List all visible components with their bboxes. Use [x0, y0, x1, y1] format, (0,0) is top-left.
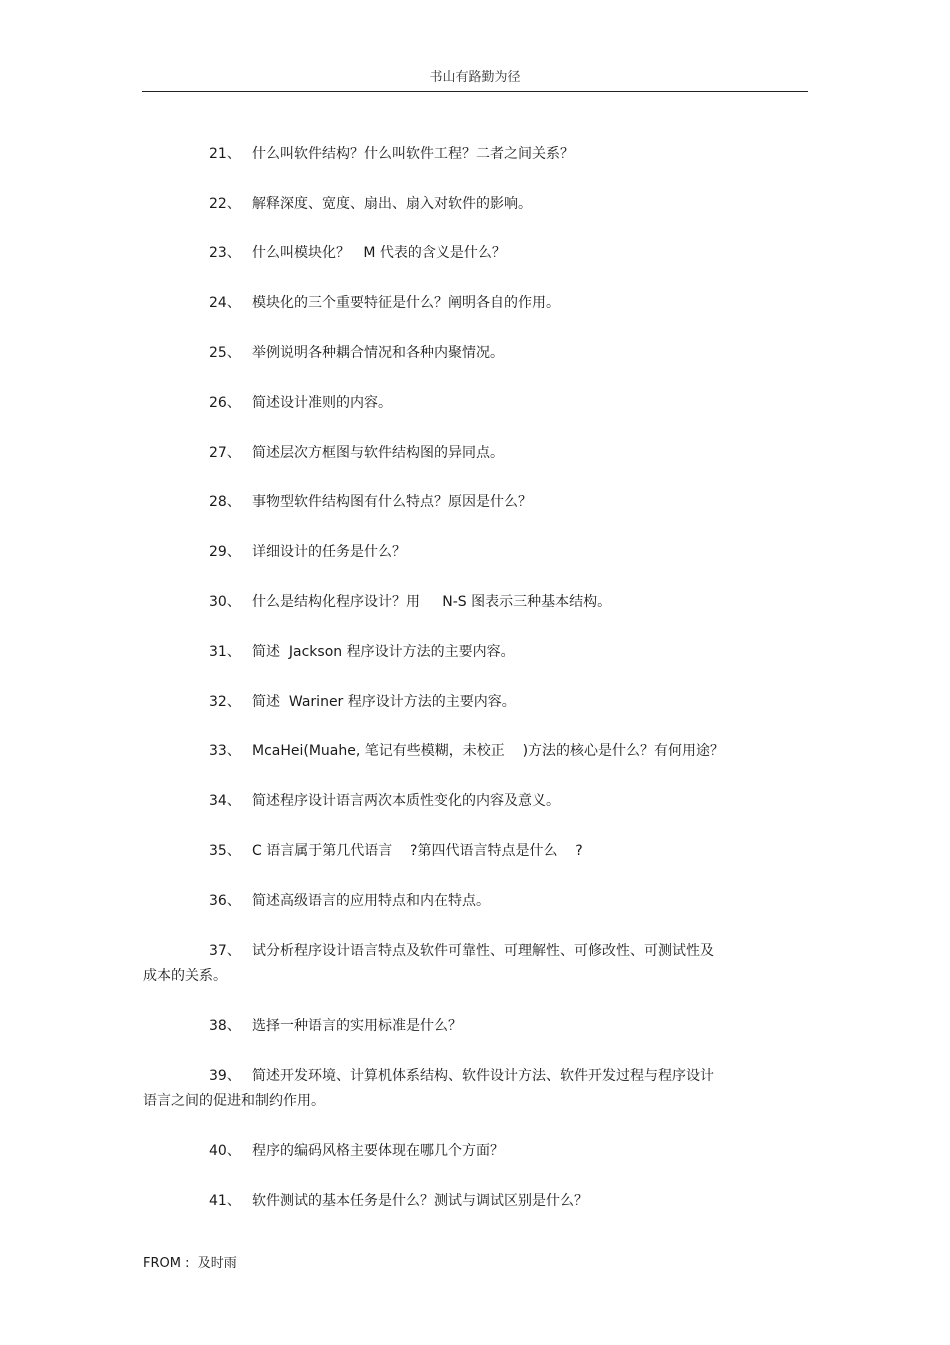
page-header-title: 书山有路勤为径 — [429, 70, 521, 85]
question-text: 模块化的三个重要特征是什么？阐明各自的作用。 — [252, 295, 560, 311]
question-number: 29、 — [209, 544, 241, 560]
question-text: 什么叫模块化？ M 代表的含义是什么？ — [252, 245, 506, 261]
question-number: 40、 — [209, 1143, 241, 1159]
question-number: 22、 — [209, 196, 241, 212]
question-text: 试分析程序设计语言特点及软件可靠性、可理解性、可修改性、可测试性及 — [252, 943, 714, 959]
question-text-continuation: 语言之间的促进和制约作用。 — [143, 1093, 325, 1109]
question-text: 什么是结构化程序设计？用 N-S 图表示三种基本结构。 — [252, 594, 612, 610]
question-number: 41、 — [209, 1193, 241, 1209]
question-text: 简述 Wariner 程序设计方法的主要内容。 — [252, 694, 516, 710]
question-text: 简述开发环境、计算机体系结构、软件设计方法、软件开发过程与程序设计 — [252, 1068, 714, 1084]
question-number: 30、 — [209, 594, 241, 610]
question-number: 32、 — [209, 694, 241, 710]
question-text: 详细设计的任务是什么？ — [252, 544, 406, 560]
question-number: 26、 — [209, 395, 241, 411]
question-number: 23、 — [209, 245, 241, 261]
question-number: 33、 — [209, 743, 241, 759]
question-number: 38、 — [209, 1018, 241, 1034]
question-number: 31、 — [209, 644, 241, 660]
question-number: 36、 — [209, 893, 241, 909]
question-text: 选择一种语言的实用标准是什么？ — [252, 1018, 462, 1034]
question-text: 解释深度、宽度、扇出、扇入对软件的影响。 — [252, 196, 532, 212]
question-text: 简述层次方框图与软件结构图的异同点。 — [252, 445, 504, 461]
header-divider — [142, 91, 808, 92]
question-text: C 语言属于第几代语言 ?第四代语言特点是什么 ? — [252, 843, 583, 859]
question-number: 34、 — [209, 793, 241, 809]
question-number: 39、 — [209, 1068, 241, 1084]
question-text-continuation: 成本的关系。 — [143, 968, 227, 984]
question-number: 21、 — [209, 146, 241, 162]
question-text: 简述高级语言的应用特点和内在特点。 — [252, 893, 490, 909]
question-text: 什么叫软件结构？什么叫软件工程？二者之间关系？ — [252, 146, 574, 162]
question-number: 28、 — [209, 494, 241, 510]
question-number: 27、 — [209, 445, 241, 461]
question-text: 简述设计准则的内容。 — [252, 395, 392, 411]
question-text: 软件测试的基本任务是什么？测试与调试区别是什么？ — [252, 1193, 588, 1209]
question-number: 25、 — [209, 345, 241, 361]
page-footer: FROM : 及时雨 — [143, 1256, 237, 1271]
question-text: 事物型软件结构图有什么特点？原因是什么？ — [252, 494, 532, 510]
question-number: 24、 — [209, 295, 241, 311]
question-text: 程序的编码风格主要体现在哪几个方面？ — [252, 1143, 504, 1159]
question-number: 37、 — [209, 943, 241, 959]
question-text: 简述程序设计语言两次本质性变化的内容及意义。 — [252, 793, 560, 809]
question-text: 简述 Jackson 程序设计方法的主要内容。 — [252, 644, 515, 660]
question-number: 35、 — [209, 843, 241, 859]
question-text: 举例说明各种耦合情况和各种内聚情况。 — [252, 345, 504, 361]
question-text: McaHei(Muahe, 笔记有些模糊，未校正 )方法的核心是什么？有何用途？ — [252, 743, 725, 759]
